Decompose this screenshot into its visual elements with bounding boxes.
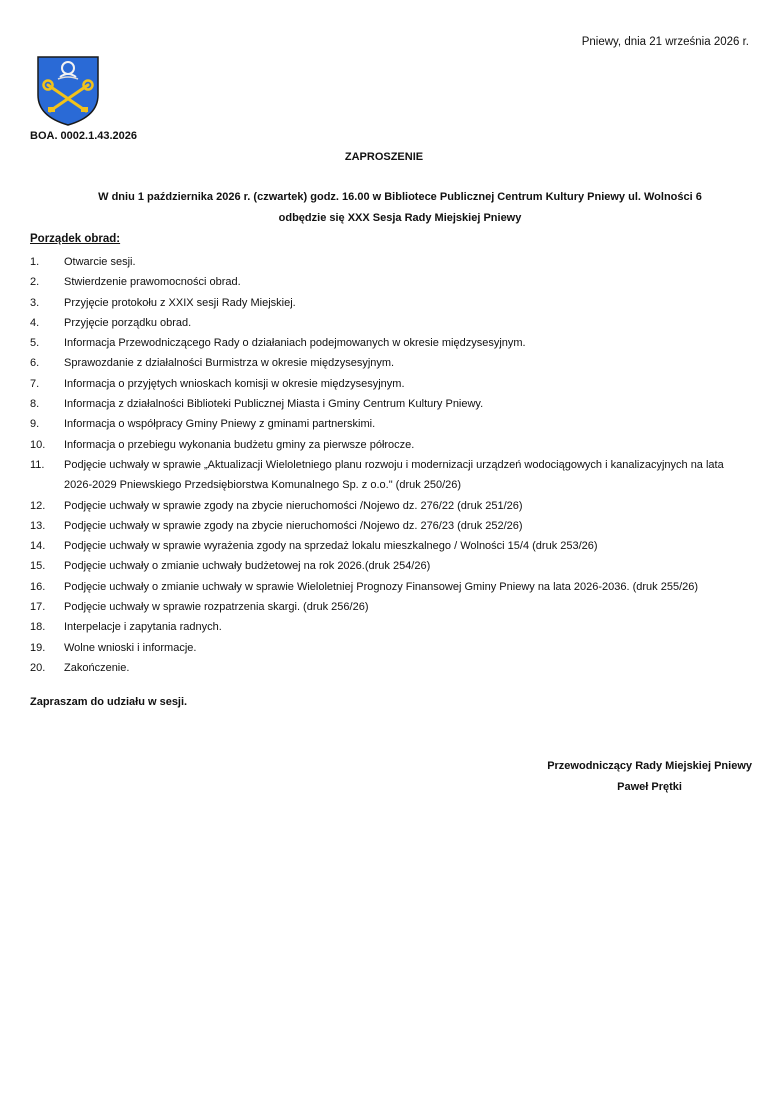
item-number: 2. xyxy=(30,276,40,289)
item-text: Stwierdzenie prawomocności obrad. xyxy=(64,276,241,289)
item-number: 1. xyxy=(30,256,40,268)
item-text: Informacja z działalności Biblioteki Publicznej Miasta i Gminy Centrum Kultury Pniewy. xyxy=(64,398,484,411)
chairman-name: Paweł Prętki xyxy=(617,781,682,793)
lead-line-2: odbędzie się XXX Sesja Rady Miejskiej Pniewy xyxy=(278,212,522,224)
item-number: 14. xyxy=(30,540,46,553)
list-item xyxy=(30,597,750,617)
list-item xyxy=(30,353,750,373)
list-item xyxy=(30,617,750,637)
item-number: 16. xyxy=(30,580,46,593)
item-number: 11. xyxy=(30,458,45,471)
list-item xyxy=(30,333,750,353)
item-text: Podjęcie uchwały w sprawie zgody na zbycie nieruchomości /Nojewo dz. 276/23 (druk 252/26) xyxy=(64,519,523,532)
item-text: Interpelacje i zapytania radnych. xyxy=(64,621,222,634)
item-number: 18. xyxy=(30,621,46,634)
list-item xyxy=(30,577,750,597)
lead-line-1: W dniu 1 października 2026 r. (czwartek) godz. 16.00 w Bibliotece Publicznej Centrum Kultury Pniewy ul. Wolności 6 xyxy=(98,191,702,203)
list-item xyxy=(30,394,750,414)
item-number: 8. xyxy=(30,398,40,411)
chairman-title: Przewodniczący Rady Miejskiej Pniewy xyxy=(547,760,752,772)
item-number: 13. xyxy=(30,519,46,532)
item-text: Informacja o przebiegu wykonania budżetu gminy za pierwsze półrocze. xyxy=(64,438,415,451)
item-text: Sprawozdanie z działalności Burmistrza w okresie międzysesyjnym. xyxy=(64,357,395,370)
list-item xyxy=(30,252,750,272)
item-number: 4. xyxy=(30,316,40,329)
item-text: Podjęcie uchwały o zmianie uchwały w sprawie Wieloletniej Prognozy Finansowej Gminy Pniewy na lata 2026-2036. (druk 255/26) xyxy=(64,580,699,593)
item-number: 15. xyxy=(30,560,46,573)
item-number: 3. xyxy=(30,296,40,309)
agenda-list xyxy=(30,252,750,678)
item-text: Przyjęcie protokołu z XXIX sesji Rady Miejskiej. xyxy=(64,296,296,309)
item-number: 7. xyxy=(30,377,40,390)
item-text: Informacja o przyjętych wnioskach komisji w okresie międzysesyjnym. xyxy=(64,377,405,390)
item-number: 12. xyxy=(30,499,46,512)
item-number: 9. xyxy=(30,418,40,431)
agenda-heading: Porządek obrad: xyxy=(30,233,121,245)
item-number: 19. xyxy=(30,641,46,654)
list-item xyxy=(30,556,750,576)
list-item xyxy=(30,313,750,333)
item-text: Informacja o współpracy Gminy Pniewy z gminami partnerskimi. xyxy=(64,418,376,431)
document-title: ZAPROSZENIE xyxy=(344,151,424,163)
item-number: 20. xyxy=(30,661,46,674)
item-number: 17. xyxy=(30,601,46,614)
document-signature: BOA. 0002.1.43.2026 xyxy=(30,130,138,142)
list-item xyxy=(30,496,750,516)
item-number: 5. xyxy=(30,337,40,350)
list-item xyxy=(30,272,750,292)
item-number: 6. xyxy=(30,357,40,370)
list-item xyxy=(30,293,750,313)
coat-of-arms-icon xyxy=(36,55,100,127)
item-text: Podjęcie uchwały w sprawie rozpatrzenia skargi. (druk 256/26) xyxy=(64,601,369,614)
item-text: Informacja Przewodniczącego Rady o działaniach podejmowanych w okresie międzysesyjnym. xyxy=(64,337,526,350)
item-text: Podjęcie uchwały w sprawie wyrażenia zgody na sprzedaż lokalu mieszkalnego / Wolności 15/4 (druk 253/26) xyxy=(64,540,598,553)
list-item xyxy=(30,516,750,536)
list-item xyxy=(30,374,750,394)
list-item xyxy=(30,435,750,455)
list-item xyxy=(30,455,750,496)
item-text: Podjęcie uchwały w sprawie „Aktualizacji Wieloletniego planu rozwoju i modernizacji urządzeń wodociągowych i kanalizacyjnych na lata 2026-2029 Pniewskiego Przedsiębiorstwa Komunalnego Sp. z o.o." (druk 250/26) xyxy=(64,458,724,492)
document-date: Pniewy, dnia 21 września 2026 r. xyxy=(581,36,749,48)
item-number: 10. xyxy=(30,438,46,451)
list-item xyxy=(30,638,750,658)
item-text: Przyjęcie porządku obrad. xyxy=(64,316,192,329)
item-text: Wolne wnioski i informacje. xyxy=(64,641,197,654)
list-item xyxy=(30,414,750,434)
list-item xyxy=(30,536,750,556)
item-text: Podjęcie uchwały o zmianie uchwały budżetowej na rok 2026.(druk 254/26) xyxy=(64,560,431,573)
item-text: Podjęcie uchwały w sprawie zgody na zbycie nieruchomości /Nojewo dz. 276/22 (druk 251/26) xyxy=(64,499,523,512)
list-item xyxy=(30,658,750,678)
lead-paragraph xyxy=(40,187,760,229)
item-text: Zakończenie. xyxy=(64,661,130,674)
invitation-line: Zapraszam do udziału w sesji. xyxy=(30,696,188,708)
item-text: Otwarcie sesji. xyxy=(64,256,136,268)
chairman-signature xyxy=(547,756,752,798)
